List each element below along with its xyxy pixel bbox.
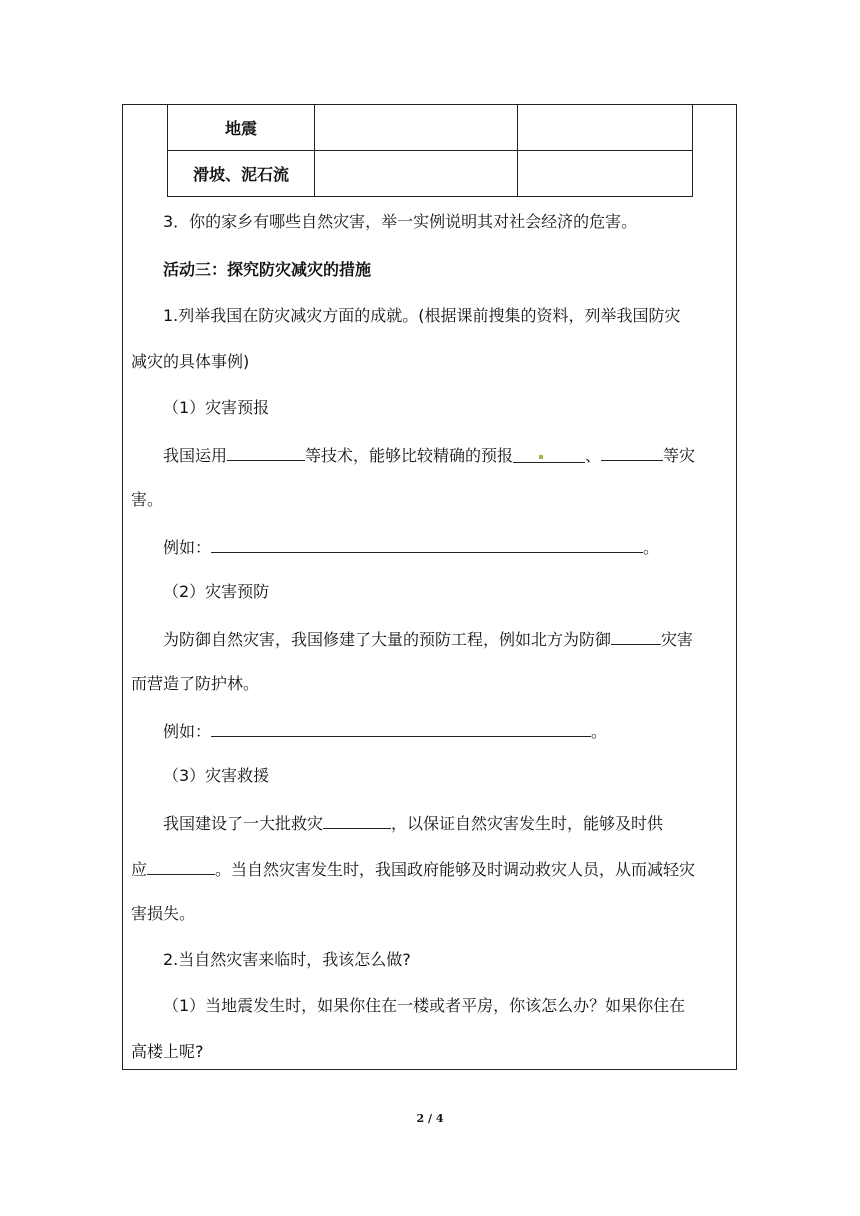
prevention-text-b: 灾害	[661, 630, 694, 649]
disaster-table	[167, 104, 693, 197]
table-cell	[315, 105, 518, 151]
table-cell-label: 滑坡、泥石流	[168, 151, 315, 197]
rescue-text-d: 。当自然灾害发生时，我国政府能够及时调动救灾人员，从而减轻灾	[215, 860, 696, 879]
section-rescue-title: （3）灾害救援	[163, 766, 270, 785]
table-cell	[518, 105, 693, 151]
forecast-sentence-end: 害。	[131, 490, 164, 509]
rescue-text-b: ，以保证自然灾害发生时，能够及时供	[391, 814, 664, 833]
forecast-text-c: 、	[585, 446, 602, 465]
prevention-text-a: 为防御自然灾害，我国修建了大量的预防工程，例如北方为防御	[163, 630, 612, 649]
prevention-sentence-end: 而营造了防护林。	[131, 674, 260, 693]
question-3: 3．你的家乡有哪些自然灾害，举一实例说明其对社会经济的危害。	[163, 212, 638, 231]
table-cell	[315, 151, 518, 197]
prevention-sentence	[163, 628, 693, 650]
forecast-text-b: 等技术，能够比较精确的预报	[305, 446, 514, 465]
table-cell-label: 地震	[168, 105, 315, 151]
example-label: 例如：	[163, 538, 212, 557]
rescue-text-c: 应	[131, 860, 148, 879]
rescue-sentence-2	[131, 858, 695, 880]
blank-rescue-facility[interactable]	[323, 812, 391, 829]
forecast-sentence	[163, 444, 695, 466]
blank-prevention-disaster[interactable]	[611, 628, 661, 645]
forecast-text-a: 我国运用	[163, 446, 228, 465]
blank-prevention-example[interactable]	[211, 720, 591, 737]
table-row	[168, 105, 693, 151]
example-end: 。	[643, 538, 660, 557]
prevention-example	[163, 720, 607, 742]
rescue-text-a: 我国建设了一大批救灾	[163, 814, 324, 833]
earthquake-question-line-1: （1）当地震发生时，如果你住在一楼或者平房，你该怎么办？如果你住在	[163, 996, 686, 1015]
example-label: 例如：	[163, 722, 212, 741]
earthquake-question-line-2: 高楼上呢?	[131, 1042, 204, 1061]
rescue-sentence	[163, 812, 663, 834]
blank-disaster-2[interactable]	[601, 444, 663, 461]
table-row	[168, 151, 693, 197]
paragraph-2-title: 2.当自然灾害来临时，我该怎么做?	[163, 950, 411, 969]
blank-forecast-example[interactable]	[211, 536, 643, 553]
activity-3-heading: 活动三：探究防灾减灾的措施	[163, 260, 372, 279]
page-number: 2 / 4	[416, 1112, 444, 1125]
paragraph-1-line-2: 减灾的具体事例)	[131, 352, 250, 371]
example-end: 。	[591, 722, 608, 741]
blank-technology[interactable]	[227, 444, 305, 461]
blank-rescue-supply[interactable]	[147, 858, 215, 875]
marker-dot	[539, 455, 543, 459]
paragraph-1-line-1: 1.列举我国在防灾减灾方面的成就。(根据课前搜集的资料，列举我国防灾	[163, 306, 681, 325]
forecast-example	[163, 536, 659, 558]
table-cell	[518, 151, 693, 197]
rescue-sentence-end: 害损失。	[131, 904, 196, 923]
forecast-text-d: 等灾	[663, 446, 696, 465]
blank-disaster-1[interactable]	[513, 446, 585, 463]
section-forecast-title: （1）灾害预报	[163, 398, 270, 417]
section-prevention-title: （2）灾害预防	[163, 582, 270, 601]
